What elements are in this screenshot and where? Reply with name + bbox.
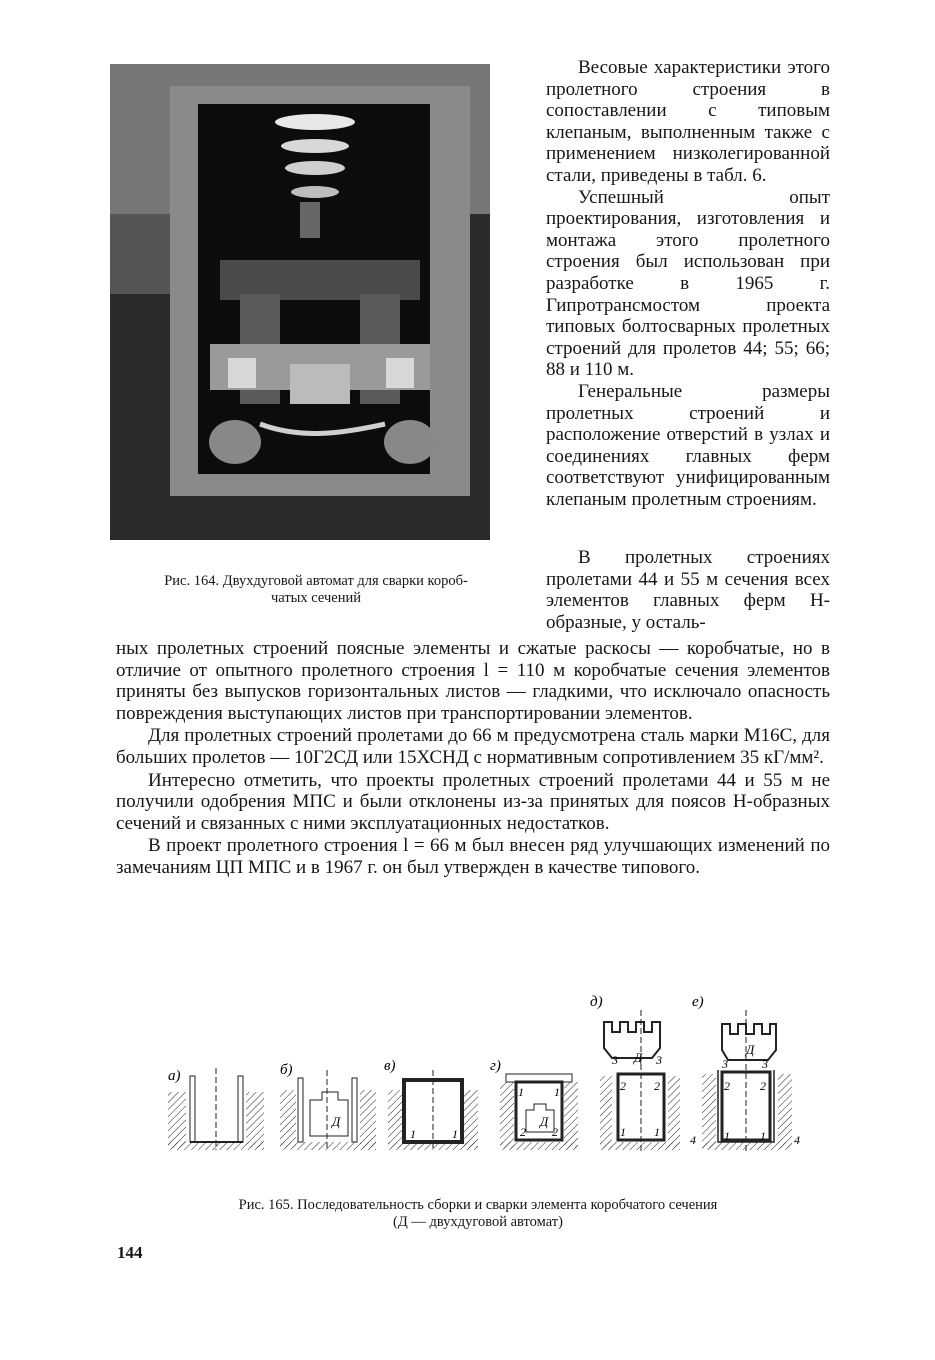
stage-label: в) <box>384 1058 396 1074</box>
stage-label: г) <box>490 1058 501 1074</box>
stage-d <box>590 994 680 1152</box>
number-3: 3 <box>762 1057 768 1071</box>
number-1: 1 <box>452 1127 458 1141</box>
full-width-text <box>116 638 830 879</box>
stage-a <box>168 1068 264 1150</box>
caption-line: чатых сечений <box>270 590 361 606</box>
number-3: 3 <box>612 1053 618 1067</box>
number-4: 4 <box>690 1133 696 1147</box>
number-2: 2 <box>724 1079 730 1093</box>
paragraph: Интересно отметить, что проекты пролетных строений пролетами 44 и 55 м не получили одобрения МПС и были отклонены из-за принятых для поясов Н-образных сечений и связанных с ними эксплуатационных недостатков. <box>116 769 830 834</box>
number-3: 3 <box>722 1057 728 1071</box>
number-1: 1 <box>760 1129 766 1143</box>
number-4: 4 <box>794 1133 800 1147</box>
stage-v <box>384 1058 478 1150</box>
paragraph: В пролетных строениях пролетами 44 и 55 м сечения всех элементов главных ферм Н-образные, у осталь- <box>546 547 830 633</box>
stage-b <box>280 1062 376 1150</box>
welding-machine-photo <box>110 64 490 540</box>
right-column-text <box>546 57 830 633</box>
number-2: 2 <box>620 1079 626 1093</box>
number-1: 1 <box>620 1125 626 1139</box>
paragraph: Успешный опыт проектирования, изготовления и монтажа этого пролетного строения был использован при разработке в 1965 г. Гипротрансмостом проекта типовых болтосварных пролетных строений для пролетов 44; 55; 66; 88 и 110 м. <box>546 186 830 381</box>
caption-line: Рис. 165. Последовательность сборки и сварки элемента коробчатого сечения <box>238 1197 718 1213</box>
symbol-d: Д <box>634 1050 643 1065</box>
symbol-d: Д <box>540 1114 549 1129</box>
figure-165-diagram <box>160 990 810 1160</box>
page-number: 144 <box>117 1243 143 1262</box>
number-2: 2 <box>654 1079 660 1093</box>
number-1: 1 <box>654 1125 660 1139</box>
number-3: 3 <box>656 1053 662 1067</box>
number-1: 1 <box>724 1129 730 1143</box>
figure-164-caption <box>110 573 522 607</box>
stage-e <box>690 994 800 1152</box>
paragraph: Для пролетных строений пролетами до 66 м предусмотрена сталь марки М16С, для больших пролетов — 10Г2СД или 15ХСНД с нормативным сопротивлением 35 кГ/мм². <box>116 725 830 768</box>
paragraph: Генеральные размеры пролетных строений и расположение отверстий в узлах и соединениях главных ферм соответствуют унифицированным клепаным пролетным строениям. <box>546 380 830 510</box>
paragraph: В проект пролетного строения l = 66 м был внесен ряд улучшающих изменений по замечаниям ЦП МПС и в 1967 г. он был утвержден в качестве типового. <box>116 835 830 878</box>
stage-label: д) <box>590 994 603 1010</box>
number-2: 2 <box>520 1125 526 1139</box>
stage-label: б) <box>280 1062 293 1078</box>
stage-g <box>490 1058 578 1150</box>
number-1: 1 <box>518 1085 524 1099</box>
symbol-d: Д <box>332 1114 341 1129</box>
symbol-d: Д <box>746 1042 755 1057</box>
number-1: 1 <box>554 1085 560 1099</box>
number-2: 2 <box>552 1125 558 1139</box>
caption-line: (Д — двухдуговой автомат) <box>393 1214 563 1230</box>
figure-165-caption <box>150 1197 806 1231</box>
paragraph: Весовые характеристики этого пролетного строения в сопоставлении с типовым клепаным, выполненным также с применением низколегированной стали, приведены в табл. 6. <box>546 57 830 186</box>
stage-label: а) <box>168 1068 181 1084</box>
caption-line: Рис. 164. Двухдуговой автомат для сварки короб- <box>164 573 468 589</box>
number-1: 1 <box>410 1127 416 1141</box>
stage-label: е) <box>692 994 704 1010</box>
number-2: 2 <box>760 1079 766 1093</box>
paragraph: ных пролетных строений поясные элементы и сжатые раскосы — коробчатые, но в отличие от опытного пролетного строения l = 110 м коробчатые сечения элементов приняты без выпусков горизонтальных листов — гладкими, что исключало опасность повреждения выступающих листов при транспортировании элементов. <box>116 638 830 724</box>
